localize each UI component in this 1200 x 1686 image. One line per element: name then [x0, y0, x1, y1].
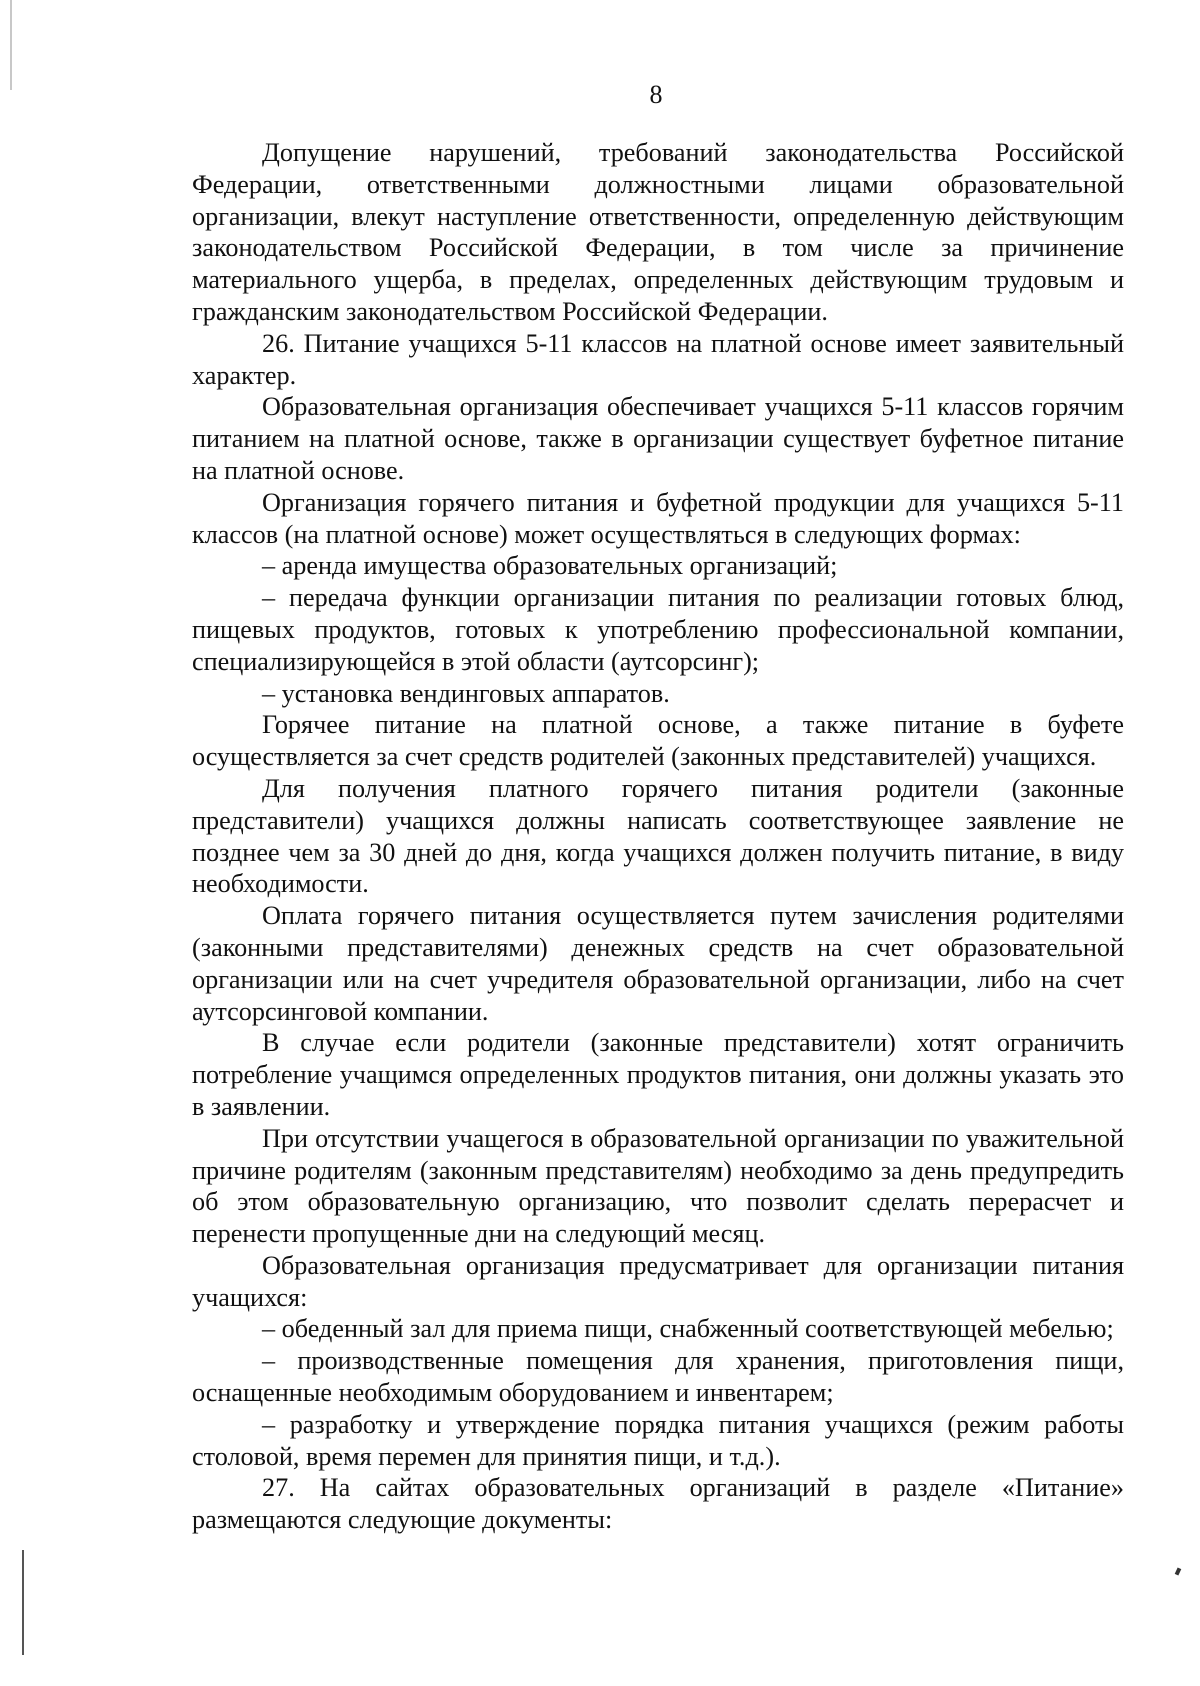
paragraph-application: Для получения платного горячего питания родители (законные представители) учащихся должны написать соответствующее заявление не позднее чем за 30 дней до дня, когда учащихся должен получить питание, в виду необходимости. [192, 773, 1124, 899]
document-body [192, 137, 1124, 1536]
list-item-schedule: – разработку и утверждение порядка питания учащихся (режим работы столовой, время перемен для принятия пищи, и т.д.). [192, 1409, 1124, 1471]
list-item-vending: – установка вендинговых аппаратов. [262, 678, 670, 708]
paragraph-forms: Организация горячего питания и буфетной продукции для учащихся 5-11 классов (на платной основе) может осуществляться в следующих формах: [192, 487, 1124, 549]
scan-edge-mark-bottom [22, 1550, 24, 1655]
paragraph-hot-meals: Образовательная организация обеспечивает учащихся 5-11 классов горячим питанием на платной основе, также в организации существует буфетное питание на платной основе. [192, 392, 1124, 485]
list-item-dining-hall: – обеденный зал для приема пищи, снабженный соответствующей мебелью; [262, 1314, 1114, 1344]
scan-edge-mark [10, 0, 12, 90]
paragraph-restrictions: В случае если родители (законные представители) хотят ограничить потребление учащимся определенных продуктов питания, они должны указать это в заявлении. [192, 1028, 1124, 1121]
paragraph-payment: Оплата горячего питания осуществляется путем зачисления родителями (законными представителями) денежных средств на счет образовательной организации или на счет учредителя образовательной организации, либо на счет аутсорсинговой компании. [192, 901, 1124, 1026]
paragraph-provisions: Образовательная организация предусматривает для организации питания учащихся: [192, 1250, 1124, 1312]
paragraph-liability: Допущение нарушений, требований законодательства Российской Федерации, ответственными должностными лицами образовательной организации, влекут наступление ответственности, определенную действующим законодательством Российской Федерации, в том числе за причинение материального ущерба, в пределах, определенных действующим трудовым и гражданским законодательством Российской Федерации. [192, 138, 1124, 326]
paragraph-absence: При отсутствии учащегося в образовательной организации по уважительной причине родителям (законным представителям) необходимо за день предупредить об этом образовательную организацию, что позволит сделать перерасчет и перенести пропущенные дни на следующий месяц. [192, 1123, 1124, 1249]
paragraph-item-26: 26. Питание учащихся 5-11 классов на платной основе имеет заявительный характер. [192, 328, 1124, 390]
list-item-rent: – аренда имущества образовательных организаций; [262, 551, 838, 581]
paragraph-item-27: 27. На сайтах образовательных организаций в разделе «Питание» размещаются следующие документы: [192, 1473, 1124, 1535]
list-item-production-rooms: – производственные помещения для хранения, приготовления пищи, оснащенные необходимым оборудованием и инвентарем; [192, 1346, 1124, 1408]
scan-speck [1175, 1567, 1182, 1575]
page-number: 8 [649, 80, 663, 109]
list-item-outsourcing: – передача функции организации питания по реализации готовых блюд, пищевых продуктов, готовых к употреблению профессиональной компании, специализирующейся в этой области (аутсорсинг); [192, 583, 1124, 676]
paragraph-funding: Горячее питание на платной основе, а также питание в буфете осуществляется за счет средств родителей (законных представителей) учащихся. [192, 710, 1124, 772]
